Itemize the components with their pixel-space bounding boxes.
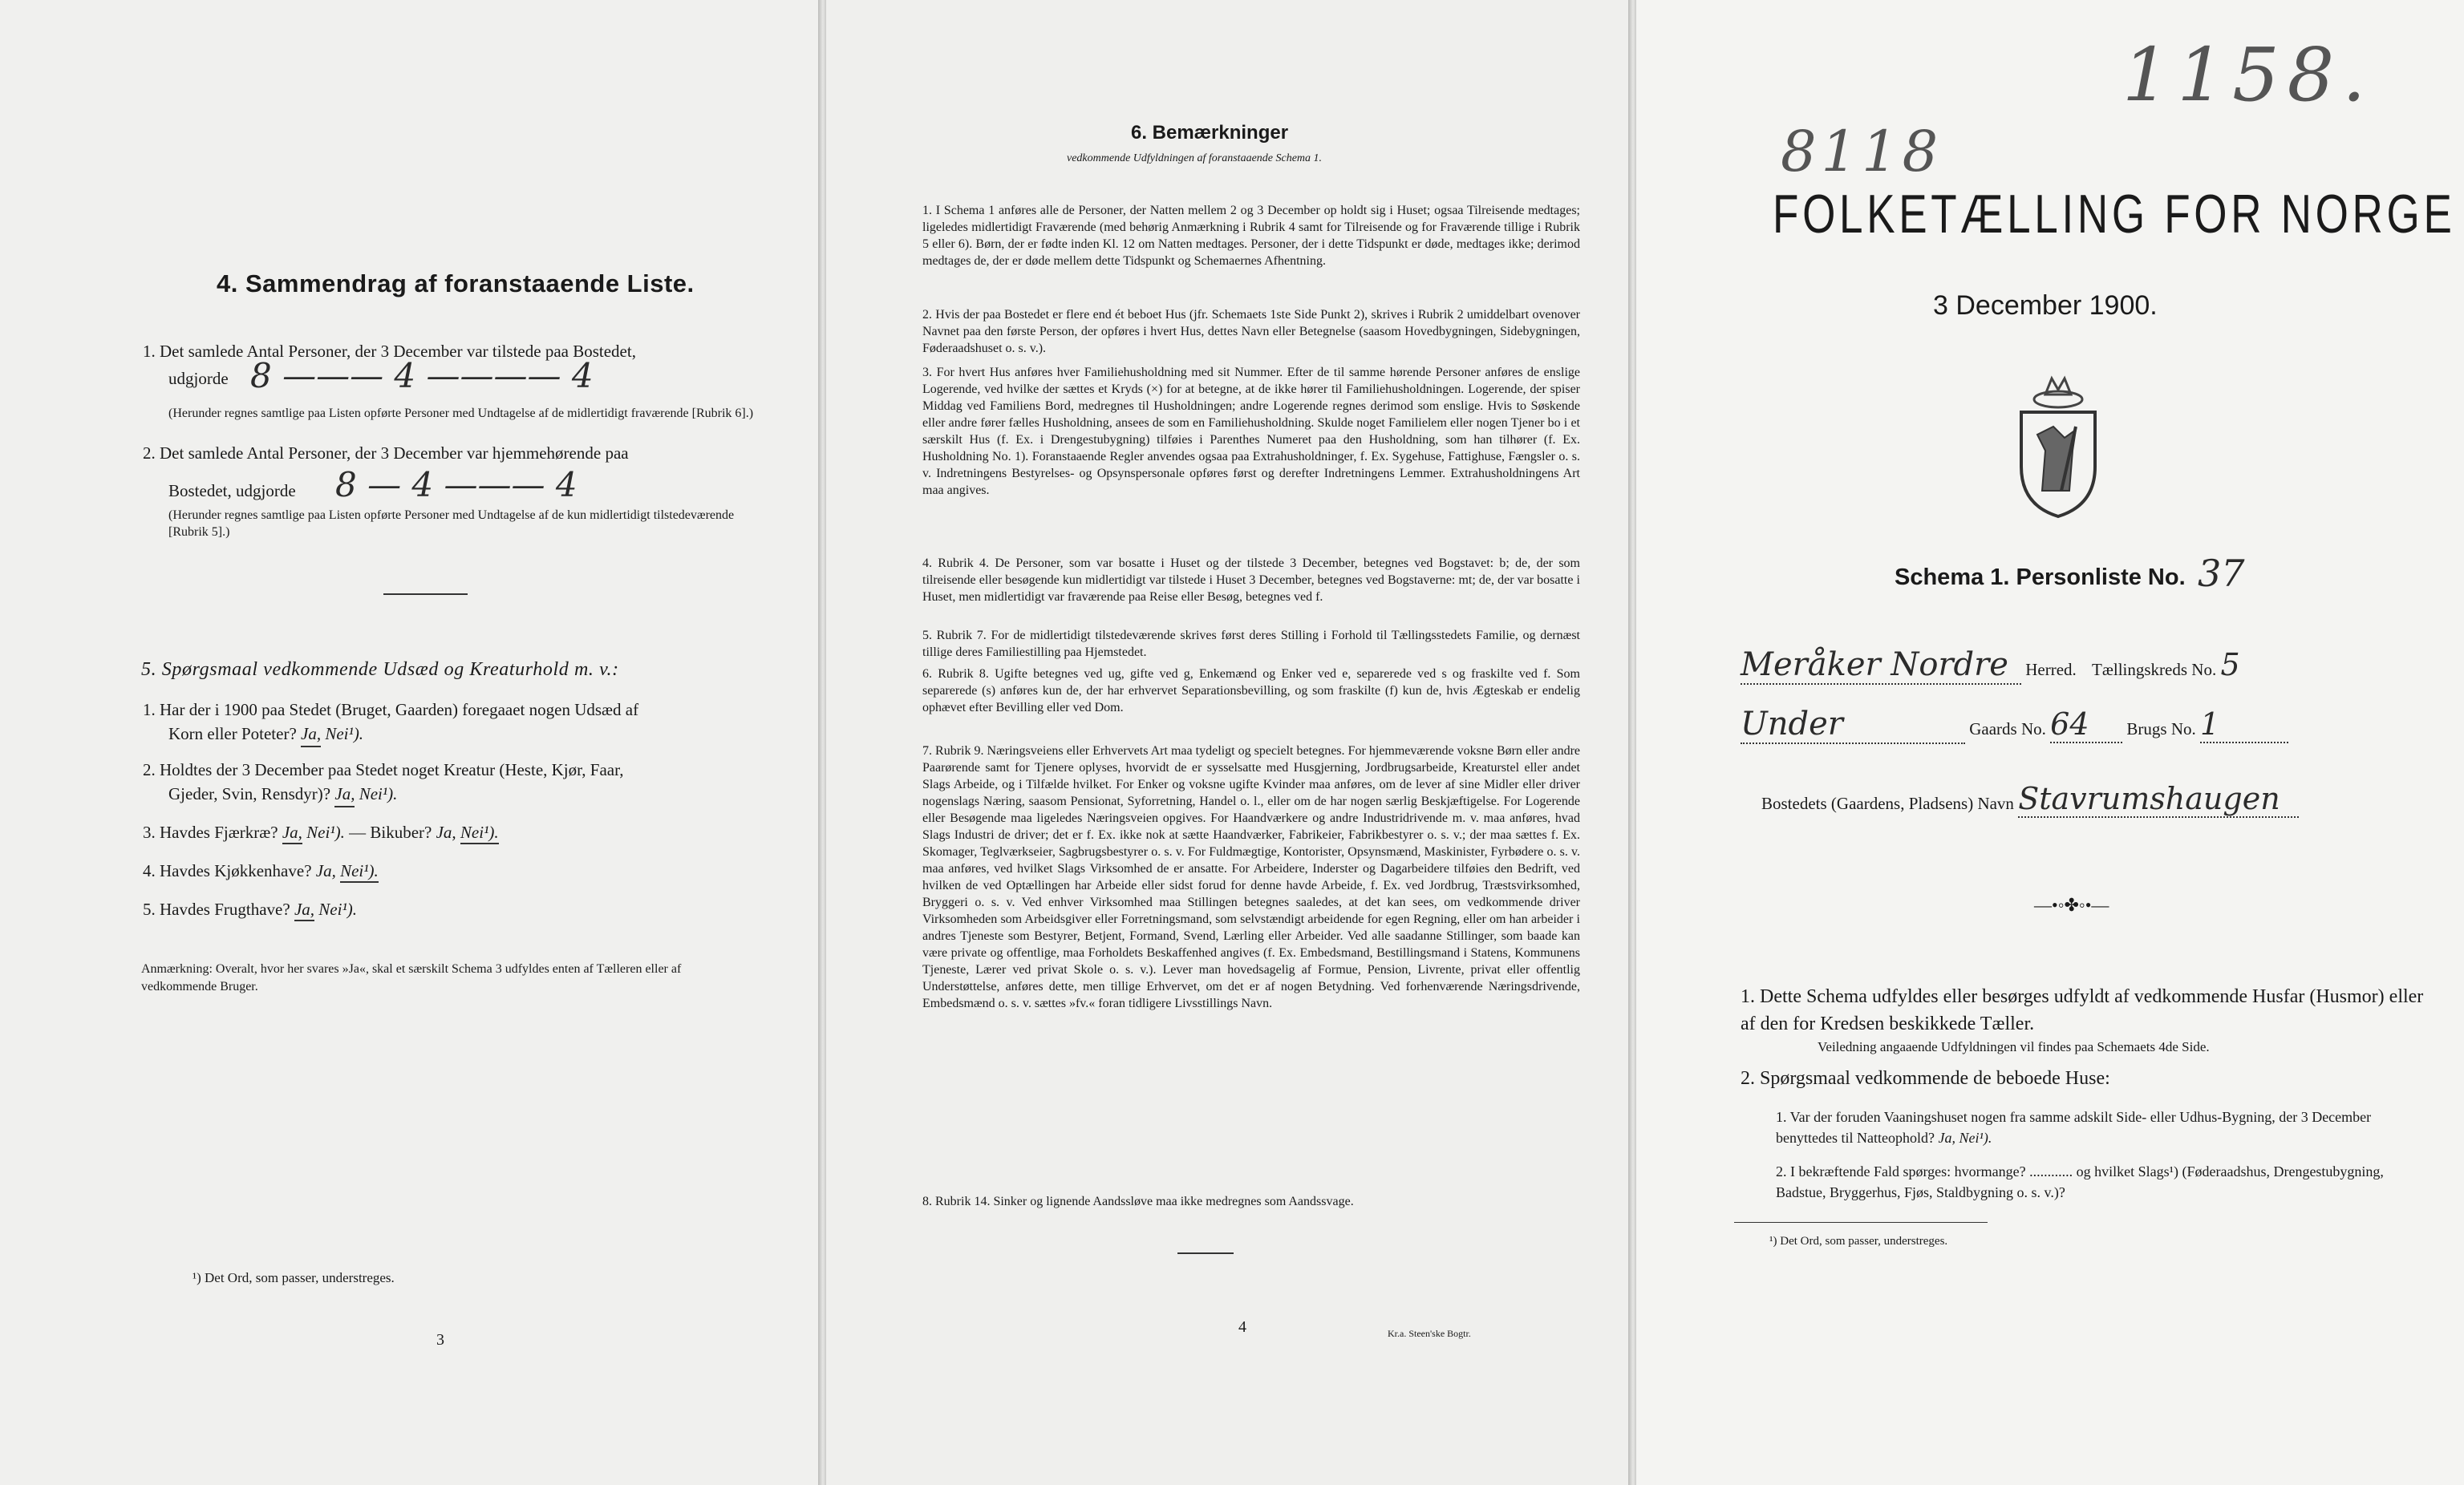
gaard-handwritten: Under — [1741, 706, 1965, 744]
s5-q2-line1: 2. Holdtes der 3 December paa Stedet noget Kreatur (Heste, Kjør, Faar, — [143, 760, 624, 779]
form-title: FOLKETÆLLING FOR NORGE — [1773, 184, 2456, 245]
page-4 — [826, 0, 1628, 1485]
bosted-line — [1761, 781, 2435, 818]
q1-text: 1. Det samlede Antal Personer, der 3 December var tilstede paa Bostedet, — [143, 342, 636, 361]
herred-handwritten: Meråker Nordre — [1741, 646, 2021, 685]
kreds-label: Tællingskreds No. — [2092, 660, 2217, 679]
bemerkning-item-6: 6. Rubrik 8. Ugifte betegnes ved ug, gifte ved g, Enkemænd og Enker ved e, separerede ved s og fraskilte ved f. Som separerede (s) anføres kun de, der har erhvervet Separationsbevilling, og som fraskilte (f) kun de, hvis Ægteskab er endelig ophævet efter Bevilling eller ved Dom. — [922, 667, 1580, 714]
instruction-1-sub: Veiledning angaaende Udfyldningen vil findes paa Schemaets 4de Side. — [1818, 1039, 2210, 1054]
instruction-2: 2. Spørgsmaal vedkommende de beboede Huse: — [1741, 1068, 2110, 1089]
q1-note: (Herunder regnes samtlige paa Listen opførte Personer med Undtagelse af de midlertidigt fraværende [Rubrik 6].) — [168, 407, 754, 420]
s5-q4 — [143, 861, 379, 883]
answer-ja: Ja, — [282, 823, 302, 844]
bemerkning-item-1: 1. I Schema 1 anføres alle de Personer, der Natten mellem 2 og 3 December op holdt sig i Huset; ogsaa Tilreisende medtages; ligeledes midlertidigt Fraværende (med behørig Anmærkning i Rubrik 4 samt for Tilreisende og for Fraværende tillige i Rubrik 5 eller 6). Børn, der er fødte inden Kl. 12 om Natten medtages. Personer, der i dette Tidspunkt er døde, medtages ikke; derimod medtages de, der er døde mellem dette Tidspunkt og Schemaernes Afhentning. — [922, 204, 1580, 268]
s5-q3-bikuber: — Bikuber? — [349, 823, 432, 842]
s5-q2-question: Gjeder, Svin, Rensdyr)? — [168, 784, 331, 803]
bemerkning-item-5: 5. Rubrik 7. For de midlertidigt tilstedeværende skrives først deres Stilling i Forhold til Tællingsstedets Familie, og dernæst tillige deres Familiestilling paa Hjemstedet. — [922, 629, 1580, 659]
answer-ja: Ja, — [315, 861, 336, 880]
coat-of-arms — [2013, 370, 2103, 524]
answer-nei: Nei¹). — [325, 724, 364, 743]
s5-q1 — [143, 698, 768, 747]
section5-title: 5. Spørgsmaal vedkommende Udsæd og Kreaturhold m. v.: — [141, 659, 619, 680]
bosted-handwritten: Stavrumshaugen — [2018, 781, 2299, 818]
gaard-number: 64 — [2050, 706, 2122, 743]
answer-ja: Ja, — [301, 722, 321, 747]
gaard-label: Gaards No. — [1969, 719, 2046, 738]
gaard-line — [1741, 706, 2414, 744]
answer-nei: Nei¹). — [460, 823, 499, 844]
divider — [1177, 1252, 1234, 1254]
schema-label: Schema 1. Personliste No. — [1895, 564, 2186, 590]
bemerkning-item-3: 3. For hvert Hus anføres hver Familiehusholdning med sit Nummer. Efter de til samme hørende Personer anføres de enslige Logerende, ved hvilke der sættes et Kryds (×) for at betegne, at de ikke hører til Familiehusholdningen. Logerende, der spiser Middag ved Familiens Bord, medregnes til Husholdningen; andre Logerende regnes derimod som enslige. Hvis to Søskende eller andre fører fælles Husholdning, ansees de som en Familiehusholdning. Skulde noget Familielem eller nogen Tjener bo i et særskilt Hus (f. Ex. i Drengestubygning) tilføies i Parenthes Numeret paa den Husholdning, som han tilhører (f. Ex. Husholdning No. 1). Foranstaaende Regler anvendes ogsaa paa Extrahusholdninger, f. Ex. Sygehuse, Fattighuse, Fængsler o. s. v. Indretningens Bestyrelses- og Opsynspersonale opføres først og derefter Indretningens Lemmer. Extrahusholdningens Art maa angives. — [922, 366, 1580, 497]
archive-number-top: 1158. — [2122, 32, 2374, 118]
brugs-label: Brugs No. — [2126, 719, 2196, 738]
page-1-cover — [1636, 0, 2464, 1485]
answer-nei: Nei¹). — [359, 784, 398, 803]
s5-q5-question: 5. Havdes Frugthave? — [143, 900, 290, 919]
page-number: 4 — [1238, 1318, 1246, 1336]
kreds-number: 5 — [2220, 647, 2240, 682]
instruction-2-1-text: 1. Var der foruden Vaaningshuset nogen fra samme adskilt Side- eller Udhus-Bygning, der 3 December benyttedes til Natteophold? — [1776, 1109, 2372, 1146]
bemerkning-item-4: 4. Rubrik 4. De Personer, som var bosatte i Huset og der tilstede 3 December, betegnes ved Bogstavet: b; de, der som tilreisende eller besøgende kun midlertidigt var tilstede i Huset 3 December, betegnes ved Bogstaverne: mt; de, der var bosatte i Huset, men midlertidigt var fraværende paa Reise eller Besøg, betegnes ved f. — [922, 556, 1580, 604]
footnote-rule — [1734, 1222, 1988, 1223]
q2-label: Bostedet, udgjorde — [168, 481, 296, 500]
archive-number-left: 8118 — [1781, 119, 1943, 184]
bemerkninger-subtitle: vedkommende Udfyldningen af foranstaaende Schema 1. — [1067, 152, 1323, 164]
s5-q3 — [143, 823, 499, 844]
q2-note: (Herunder regnes samtlige paa Listen opførte Personer med Undtagelse af de kun midlertidigt tilstedeværende [Rubrik 5].) — [168, 508, 735, 539]
q2-handwritten-count: 8 — 4 ——— 4 — [335, 465, 578, 504]
answer-ja: Ja, — [436, 823, 456, 842]
s5-q5 — [143, 900, 357, 921]
s5-q1-line1: 1. Har der i 1900 paa Stedet (Bruget, Gaarden) foregaaet nogen Udsæd af — [143, 700, 639, 719]
q1-label: udgjorde — [168, 369, 229, 388]
instruction-1: 1. Dette Schema udfyldes eller besørges udfyldt af vedkommende Husfar (Husmor) eller af den for Kredsen beskikkede Tæller. — [1741, 986, 2424, 1034]
anmerkning: Anmærkning: Overalt, hvor her svares »Ja«, skal et særskilt Schema 3 udfyldes enten af Tælleren eller af vedkommende Bruger. — [141, 962, 682, 993]
answer-ja: Ja, — [334, 782, 355, 807]
ornament: —•◦✤◦•— — [2034, 895, 2109, 915]
herred-line — [1741, 646, 2414, 685]
footnote: ¹) Det Ord, som passer, understreges. — [192, 1270, 395, 1285]
divider — [383, 593, 468, 595]
instruction-2-2: 2. I bekræftende Fald spørges: hvormange? ............ og hvilket Slags¹) (Føderaadshus, Drengestubygning, Badstue, Bryggerhus, Fjøs, Staldbygning o. s. v.)? — [1776, 1163, 2384, 1200]
s5-q2-line2 — [143, 782, 768, 807]
q2-text: 2. Det samlede Antal Personer, der 3 December var hjemmehørende paa — [143, 443, 629, 463]
s5-q2 — [143, 758, 768, 807]
page-3 — [0, 0, 818, 1485]
s5-q1-question: Korn eller Poteter? — [168, 724, 297, 743]
bemerkning-item-8: 8. Rubrik 14. Sinker og lignende Aandssløve maa ikke medregnes som Aandssvage. — [922, 1195, 1354, 1208]
bemerkning-item-2: 2. Hvis der paa Bostedet er flere end ét beboet Hus (jfr. Schemaets 1ste Side Punkt 2), skrives i Rubrik 2 umiddelbart ovenover Navnet paa den første Person, der opføres i hvert Hus, dettes Navn eller Betegnelse (saasom Hovedbygningen, Sidebygningen, Føderaadshuset o. s. v.). — [922, 308, 1580, 355]
instruction-2-1 — [1776, 1107, 2434, 1148]
instruction-2-1-answer: Ja, Nei¹). — [1938, 1130, 1992, 1146]
bosted-label: Bostedets (Gaardens, Pladsens) Navn — [1761, 794, 2014, 813]
herred-label: Herred. — [2025, 660, 2077, 679]
page-number: 3 — [436, 1331, 444, 1349]
printer-name: Kr.a. Steen'ske Bogtr. — [1388, 1328, 1471, 1339]
s5-q1-line2 — [143, 722, 768, 747]
answer-nei: Nei¹). — [340, 861, 379, 883]
footnote: ¹) Det Ord, som passer, understreges. — [1769, 1235, 1948, 1248]
bemerkning-item-7: 7. Rubrik 9. Næringsveiens eller Erhvervets Art maa tydeligt og specielt betegnes. For hjemmeværende voksne Børn eller andre Paarørende samt for Tjenere oplyses, hvorvidt de er sysselsatte med Husgjerning, Jordbrugsarbeide, Kreaturstel eller andet Slags Arbeide, og i Tilfælde hvilket. For Enker og voksne ugifte Kvinder maa anføres, om de lever af sine Midler eller driver nogenslags Næring, saasom Pensionat, Syforretning, Handel o. l., eller om de har nogen særlig Beskjæftigelse. For Logerende eller Besøgende maa ligeledes Næringsveien opgives. For Haandværkere og andre Industridrivende m. v. maa anføres, hvad Slags Industri de driver; det er f. Ex. ikke nok at sætte Haandværker, Fabrikeier, Fabrikbestyrer o. s. v.; der maa sættes f. Ex. Skomager, Teglværkseier, Sagbrugsbestyrer o. s. v. For Fuldmægtige, Kontorister, Opsynsmænd, Maskinister, Fyrbødere o. s. v. maa anføres, ved hvilket Slags Virksomhed de er ansatte. For Arbeidere, Inderster og Dagarbeidere tilføies den Bedrift, ved hvilken de ved Optællingen har Arbeide eller sidst forud for denne havde Arbeide, f. Ex. ved Jordbrug, Træstsvirksomhed, Bryggeri o. s. v. Ved enhver Virksomhed maa Stillingen betegnes saaledes, at det kan sees, om vedkommende driver Virksomheden som Arbeidsgiver eller Forretningsmand, som selvstændigt arbeidende for egen Regning, eller om han arbeider i andres Tjeneste som Bestyrer, Betjent, Formand, Svend, Lærling eller Arbeider. Ved alle saadanne Stillinger, som baade kan være private og offentlige, maa Forholdets Beskaffenhed angives (f. Ex. Embedsmand, Bestillingsmand i Statens, Kommunens Tjeneste, Lærer ved privat Skole o. s. v.). Lever man hovedsagelig af Formue, Pension, Livrente, privat eller offentlig Understøttelse, anføres dette, men tillige Erhvervet, om det er af nogen Betydning. Ved forhenværende Næringsdrivende, Embedsmænd o. s. v. sættes »fv.« foran tidligere Livsstillings Navn. — [922, 744, 1580, 1010]
form-date: 3 December 1900. — [1933, 290, 2158, 321]
bemerkninger-title: 6. Bemærkninger — [1131, 122, 1289, 144]
s5-q4-question: 4. Havdes Kjøkkenhave? — [143, 861, 312, 880]
section4-title: 4. Sammendrag af foranstaaende Liste. — [217, 269, 695, 297]
answer-nei: Nei¹). — [306, 823, 345, 842]
q1-handwritten-count: 8 ——— 4 ———— 4 — [250, 356, 594, 395]
answer-ja: Ja, — [294, 900, 314, 921]
answer-nei: Nei¹). — [318, 900, 357, 919]
brugs-number: 1 — [2200, 706, 2288, 743]
personliste-number: 37 — [2198, 552, 2245, 595]
s5-q3-question: 3. Havdes Fjærkræ? — [143, 823, 278, 842]
